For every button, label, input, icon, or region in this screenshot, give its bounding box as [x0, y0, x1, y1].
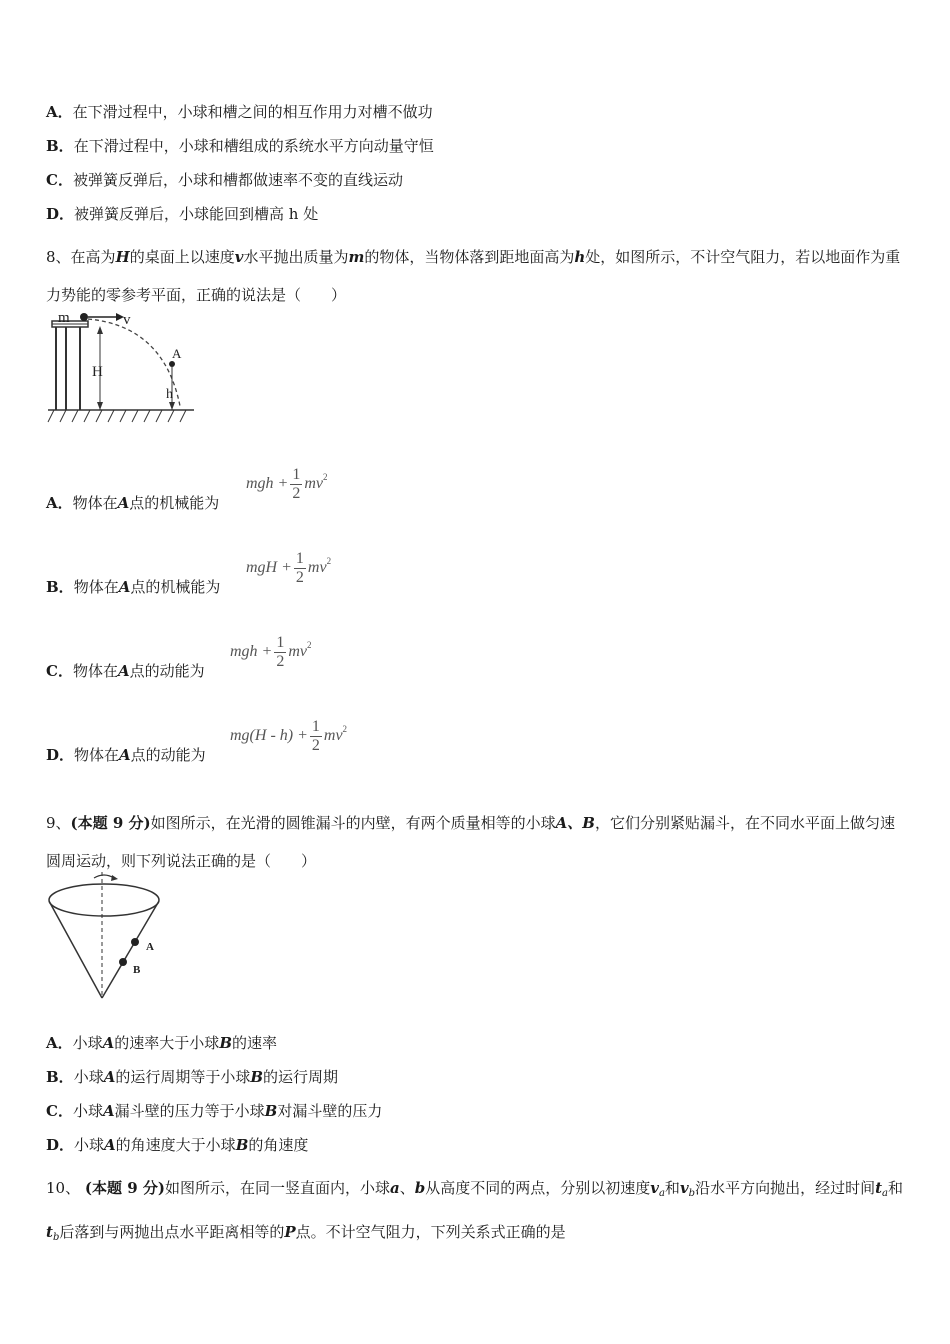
label-v: v: [123, 312, 131, 328]
rotation-arrow: [94, 875, 114, 878]
q8-formula-c: mgh + $\frac{1}{2}$ $mv^2$: [230, 634, 312, 670]
point-A: [169, 361, 175, 367]
label-h: h: [166, 387, 173, 402]
ball-B: [119, 958, 127, 966]
q9-option-b: B．小球A的运行周期等于小球B的运行周期: [46, 1068, 339, 1086]
label-m: m: [58, 310, 70, 326]
q8-projectile-figure: [44, 306, 204, 432]
q8-option-d: D．物体在A点的动能为: [46, 746, 206, 764]
q8-formula-b: mgH + $\frac{1}{2}$ $mv^2$: [246, 550, 332, 586]
q8-option-c: C．物体在A点的动能为: [46, 662, 205, 680]
q9-option-a: A．小球A的速率大于小球B的速率: [46, 1034, 278, 1052]
q7-option-a: A．在下滑过程中，小球和槽之间的相互作用力对槽不做功: [46, 103, 433, 121]
q10-stem: 10、 (本题 9 分)如图所示，在同一竖直面内，小球a、b从高度不同的两点，分别以初速度$v_a$和$v_b$沿水平方向抛出，经过时间$t_a$和$t_b$后落到与两抛出点水平距离相等的P点。不计空气阻力，下列关系式正确的是: [46, 1179, 903, 1243]
q9-option-c: C．小球A漏斗壁的压力等于小球B对漏斗壁的压力: [46, 1102, 383, 1120]
q7-option-c: C．被弹簧反弹后，小球和槽都做速率不变的直线运动: [46, 171, 403, 189]
ground-hatch: [48, 410, 186, 422]
q9-option-d: D．小球A的角速度大于小球B的角速度: [46, 1136, 309, 1154]
q7-option-b: B．在下滑过程中，小球和槽组成的系统水平方向动量守恒: [46, 137, 434, 155]
label-B: B: [133, 964, 141, 976]
ball: [80, 313, 88, 321]
q8-option-a: A．物体在A点的机械能为: [46, 494, 220, 512]
label-H: H: [92, 364, 103, 380]
q7-option-d: D．被弹簧反弹后，小球能回到槽高 h 处: [46, 205, 319, 223]
cone-rim: [49, 884, 159, 916]
q9-stem: 9、(本题 9 分)如图所示，在光滑的圆锥漏斗的内壁，有两个质量相等的小球A、B，它们分别紧贴漏斗，在不同水平面上做匀速圆周运动，则下列说法正确的是（ ）: [46, 814, 895, 870]
label-A: A: [172, 346, 182, 361]
q8-formula-d: mg(H - h) + $\frac{1}{2}$ $mv^2$: [230, 718, 348, 754]
q8-option-b: B．物体在A点的机械能为: [46, 578, 221, 596]
label-A: A: [146, 941, 154, 953]
q9-cone-funnel-figure: [44, 870, 174, 1004]
q8-formula-a: mgh + $\frac{1}{2}$ $mv^2$: [246, 466, 328, 502]
ball-A: [131, 938, 139, 946]
q8-stem: 8、在高为H的桌面上以速度v水平抛出质量为m的物体，当物体落到距地面高为h处，如图所示，不计空气阻力，若以地面作为重力势能的零参考平面，正确的说法是（ ）: [46, 248, 901, 304]
